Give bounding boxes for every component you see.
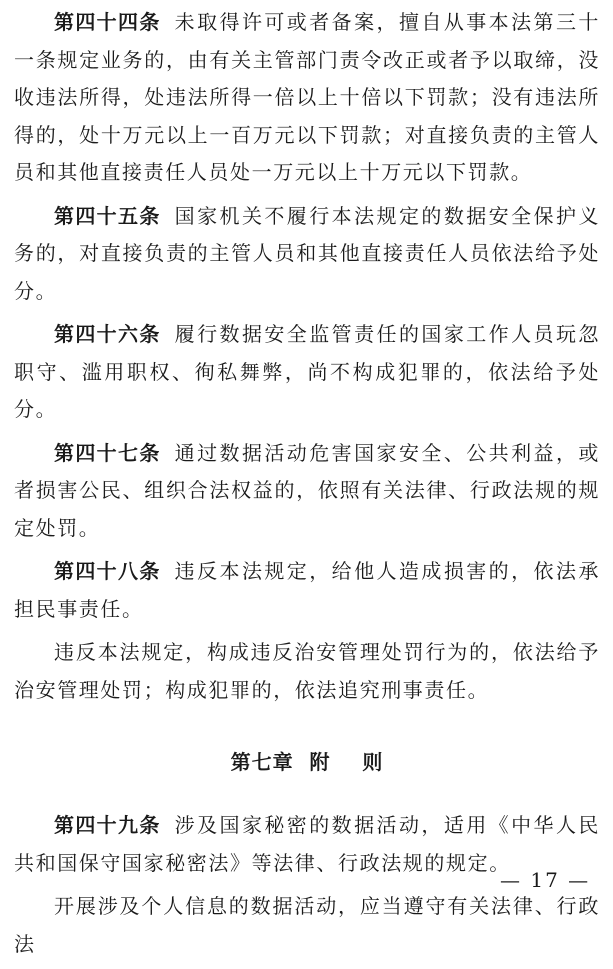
- chapter-number: 第七章: [230, 750, 294, 774]
- article-44: [14, 4, 600, 192]
- article-text: 违反本法规定，给他人造成损害的，依法承担民事责任。: [14, 559, 600, 621]
- article-48-paragraph-2: 违反本法规定，构成违反治安管理处罚行为的，依法给予治安管理处罚；构成犯罪的，依法追究刑事责任。: [14, 640, 600, 702]
- chapter-title-word-1: 附: [309, 750, 331, 774]
- article-text: 未取得许可或者备案，擅自从事本法第三十一条规定业务的，由有关主管部门责令改正或者予以取缔，没收违法所得，处违法所得一倍以上十倍以下罚款；没有违法所得的，处十万元以上一百万元以下罚款；对直接负责的主管人员和其他直接责任人员处一万元以上十万元以下罚款。: [14, 10, 600, 184]
- article-text: 通过数据活动危害国家安全、公共利益，或者损害公民、组织合法权益的，依照有关法律、行政法规的规定处罚。: [14, 440, 600, 540]
- chapter-heading: [14, 747, 600, 777]
- article-number: 第四十五条: [54, 203, 161, 228]
- article-number: 第四十四条: [54, 10, 161, 34]
- article-text: 涉及国家秘密的数据活动，适用《中华人民共和国保守国家秘密法》等法律、行政法规的规定。: [14, 813, 600, 875]
- article-text: 国家机关不履行本法规定的数据安全保护义务的，对直接负责的主管人员和其他直接责任人员依法给予处分。: [14, 203, 600, 303]
- article-48: [14, 553, 600, 628]
- page-number: — 17 —: [500, 868, 591, 892]
- article-47: [14, 435, 600, 548]
- article-49-paragraph-2: 开展涉及个人信息的数据活动，应当遵守有关法律、行政法: [14, 894, 600, 956]
- article-46: [14, 316, 600, 429]
- document-page: [14, 4, 600, 969]
- article-number: 第四十七条: [54, 440, 161, 465]
- article-45: [14, 198, 600, 311]
- article-number: 第四十九条: [54, 813, 161, 837]
- article-text: 履行数据安全监管责任的国家工作人员玩忽职守、滥用职权、徇私舞弊，尚不构成犯罪的，依法给予处分。: [14, 322, 600, 421]
- article-number: 第四十八条: [54, 559, 161, 583]
- article-number: 第四十六条: [54, 322, 161, 346]
- chapter-title-word-2: 则: [362, 750, 384, 774]
